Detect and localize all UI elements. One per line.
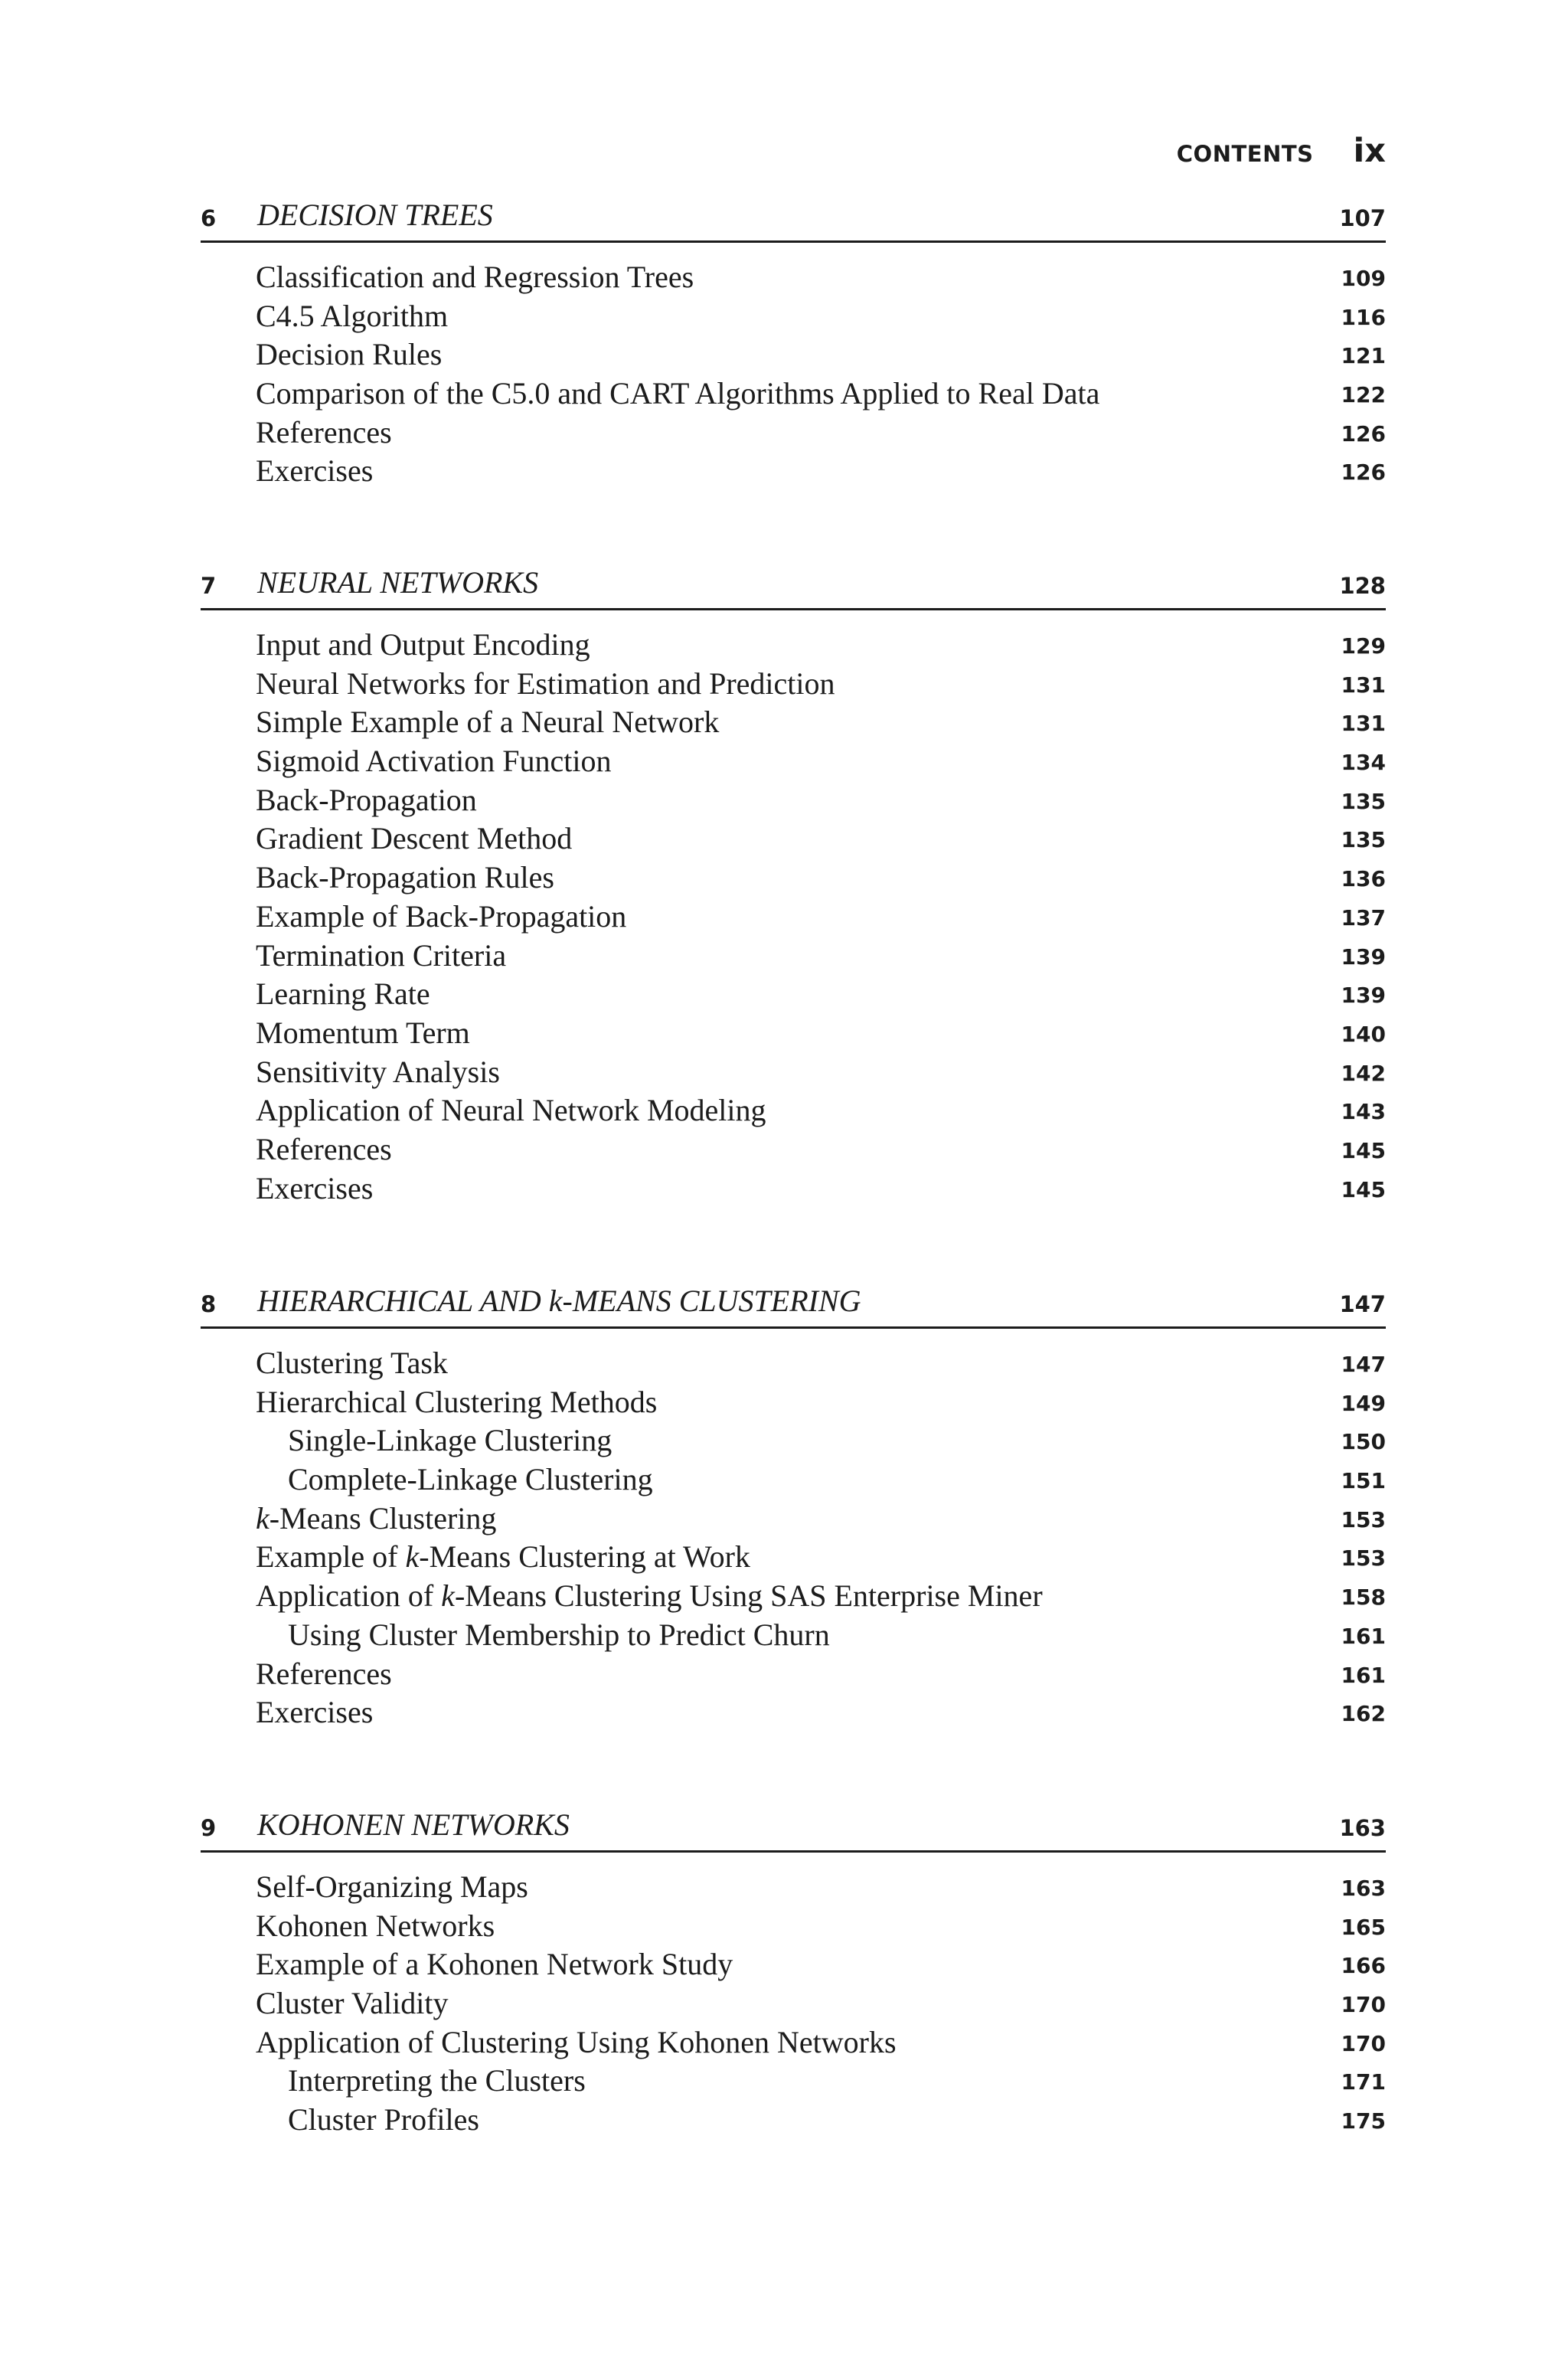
toc-entry-page: 139	[1341, 944, 1386, 970]
toc-entry	[201, 1868, 1386, 1907]
toc-entry	[201, 1091, 1386, 1130]
chapter-number: 7	[201, 573, 217, 599]
chapter-heading	[201, 191, 1386, 243]
toc-entry	[201, 1984, 1386, 2023]
toc-entry	[201, 898, 1386, 937]
toc-entry	[201, 414, 1386, 453]
toc-entry-page: 134	[1341, 750, 1386, 776]
toc-entry-title: Back-Propagation	[256, 782, 477, 817]
toc-entry-page: 131	[1341, 672, 1386, 698]
chapter-title: DECISION TREES	[257, 198, 493, 232]
chapter-page: 128	[1339, 573, 1386, 599]
toc-entry-title: C4.5 Algorithm	[256, 298, 449, 333]
toc-entry-page: 163	[1341, 1876, 1386, 1901]
toc-entry	[201, 1344, 1386, 1383]
chapter-8	[201, 1277, 1386, 1732]
toc-entry-title: Classification and Regression Trees	[256, 260, 694, 294]
toc-entry-page: 161	[1341, 1662, 1386, 1688]
toc-entry-page: 170	[1341, 1992, 1386, 2018]
toc-entry	[201, 1907, 1386, 1946]
page-number: ix	[1353, 132, 1386, 170]
toc-entry-page: 147	[1341, 1352, 1386, 1377]
toc-entry	[201, 1616, 1386, 1655]
toc-entry-page: 137	[1341, 904, 1386, 931]
chapter-heading	[201, 1277, 1386, 1329]
entry-list	[201, 1868, 1386, 2140]
chapter-title: HIERARCHICAL AND k-MEANS CLUSTERING	[257, 1284, 861, 1318]
toc-entry	[201, 1500, 1386, 1539]
toc-entry	[201, 665, 1386, 704]
toc-entry	[201, 819, 1386, 859]
toc-entry	[201, 1421, 1386, 1460]
toc-entry-title: Sigmoid Activation Function	[256, 744, 612, 779]
toc-entry	[201, 1538, 1386, 1577]
toc-entry	[201, 2023, 1386, 2062]
chapter-7	[201, 559, 1386, 1208]
entry-list	[201, 258, 1386, 491]
toc-entry	[201, 1053, 1386, 1092]
toc-entry-title: Comparison of the C5.0 and CART Algorithms Applied to Real Data	[256, 376, 1100, 411]
toc-entry-title: k-Means Clustering	[256, 1500, 497, 1536]
toc-entry-title: Application of k-Means Clustering Using SAS Enterprise Miner	[256, 1578, 1043, 1614]
toc-entry-page: 116	[1341, 304, 1386, 330]
toc-entry-title: Using Cluster Membership to Predict Churn	[288, 1617, 830, 1652]
toc-entry-title: Exercises	[256, 1695, 374, 1730]
chapter-number: 6	[201, 205, 217, 231]
toc-entry-title: Termination Criteria	[256, 937, 507, 973]
toc-entry-page: 170	[1341, 2030, 1386, 2056]
toc-entry-page: 136	[1341, 866, 1386, 892]
toc-entry-title: Application of Clustering Using Kohonen Networks	[256, 2024, 897, 2059]
toc-entry-title: Input and Output Encoding	[256, 627, 590, 662]
toc-entry-title: Decision Rules	[256, 337, 443, 372]
toc-entry-page: 175	[1341, 2108, 1386, 2134]
toc-entry	[201, 1130, 1386, 1169]
toc-entry-title: Momentum Term	[256, 1015, 470, 1050]
toc-entry	[201, 2062, 1386, 2101]
toc-entry	[201, 1693, 1386, 1732]
entry-list	[201, 626, 1386, 1208]
chapter-number: 8	[201, 1291, 217, 1317]
toc-entry	[201, 1460, 1386, 1500]
running-head	[1177, 132, 1386, 170]
toc-entry-title: Self-Organizing Maps	[256, 1869, 528, 1904]
toc-entry-page: 162	[1341, 1701, 1386, 1727]
chapter-title: KOHONEN NETWORKS	[257, 1807, 570, 1842]
toc-entry-title: Example of k-Means Clustering at Work	[256, 1539, 750, 1575]
chapter-9	[201, 1801, 1386, 2140]
toc-entry-title: Simple Example of a Neural Network	[256, 705, 720, 740]
toc-entry-title: Single-Linkage Clustering	[288, 1423, 612, 1458]
toc-entry-page: 121	[1341, 343, 1386, 369]
toc-entry	[201, 452, 1386, 491]
toc-entry-page: 145	[1341, 1176, 1386, 1202]
toc-entry	[201, 1383, 1386, 1422]
toc-entry-page: 150	[1341, 1429, 1386, 1455]
toc-entry	[201, 703, 1386, 742]
toc-entry-title: Gradient Descent Method	[256, 821, 573, 856]
running-head-label: CONTENTS	[1176, 141, 1314, 167]
toc-entry	[201, 1577, 1386, 1616]
toc-entry-title: Back-Propagation Rules	[256, 860, 554, 895]
toc-entry	[201, 1945, 1386, 1984]
toc-entry-page: 166	[1341, 1953, 1386, 1979]
toc-entry-page: 140	[1341, 1021, 1386, 1047]
chapter-6	[201, 191, 1386, 491]
toc-entry-title: Cluster Validity	[256, 1986, 449, 2021]
toc-entry	[201, 258, 1386, 297]
toc-entry-title: Sensitivity Analysis	[256, 1054, 500, 1089]
toc-entry-page: 129	[1341, 633, 1386, 659]
toc-entry	[201, 781, 1386, 820]
toc-entry-title: Cluster Profiles	[288, 2102, 479, 2137]
toc-entry	[201, 297, 1386, 336]
toc-entry-title: Interpreting the Clusters	[288, 2063, 586, 2098]
toc-entry-page: 143	[1341, 1099, 1386, 1125]
toc-entry-page: 122	[1341, 382, 1386, 408]
toc-entry-page: 109	[1341, 266, 1386, 291]
toc-entry-page: 153	[1341, 1506, 1386, 1532]
toc-entry	[201, 335, 1386, 374]
toc-entry-title: Hierarchical Clustering Methods	[256, 1384, 658, 1419]
toc-entry-title: Neural Networks for Estimation and Prediction	[256, 666, 835, 701]
entry-list	[201, 1344, 1386, 1732]
toc-entry	[201, 742, 1386, 781]
toc-entry-page: 165	[1341, 1914, 1386, 1940]
toc-entry-page: 149	[1341, 1390, 1386, 1416]
chapter-page: 147	[1339, 1291, 1386, 1317]
toc-entry-title: References	[256, 1656, 392, 1691]
toc-entry-page: 171	[1341, 2069, 1386, 2095]
toc-entry-title: Clustering Task	[256, 1346, 448, 1380]
toc-entry-page: 131	[1341, 711, 1386, 737]
toc-entry	[201, 937, 1386, 976]
toc-entry-title: Exercises	[256, 453, 374, 489]
toc-entry-title: References	[256, 1131, 392, 1166]
chapter-heading	[201, 1801, 1386, 1853]
toc-entry-title: Learning Rate	[256, 976, 430, 1012]
chapter-page: 163	[1339, 1815, 1386, 1841]
toc-entry-page: 145	[1341, 1137, 1386, 1163]
toc-entry	[201, 1655, 1386, 1694]
chapter-page: 107	[1339, 205, 1386, 231]
toc-entry	[201, 975, 1386, 1014]
toc-entry-title: Complete-Linkage Clustering	[288, 1462, 653, 1497]
toc-entry-page: 126	[1341, 460, 1386, 486]
chapter-number: 9	[201, 1815, 217, 1841]
toc-entry-title: Exercises	[256, 1170, 374, 1205]
toc-entry-title: Application of Neural Network Modeling	[256, 1093, 766, 1128]
toc-entry	[201, 859, 1386, 898]
chapter-heading	[201, 559, 1386, 610]
toc-entry-page: 126	[1341, 420, 1386, 446]
toc-entry	[201, 626, 1386, 665]
toc-entry	[201, 1169, 1386, 1209]
toc-entry-page: 158	[1341, 1585, 1386, 1611]
toc-entry	[201, 374, 1386, 414]
toc-entry-title: Example of a Kohonen Network Study	[256, 1947, 733, 1982]
toc-entry-page: 142	[1341, 1060, 1386, 1086]
toc-entry-page: 151	[1341, 1468, 1386, 1494]
toc-entry	[201, 2101, 1386, 2140]
toc-entry-page: 135	[1341, 827, 1386, 853]
toc-entry-title: References	[256, 414, 392, 450]
toc-entry-title: Example of Back-Propagation	[256, 898, 627, 934]
toc-entry-page: 135	[1341, 788, 1386, 814]
toc-entry-page: 139	[1341, 983, 1386, 1009]
toc-entry-page: 153	[1341, 1545, 1386, 1572]
toc-entry-page: 161	[1341, 1623, 1386, 1649]
toc-entry	[201, 1014, 1386, 1053]
chapter-title: NEURAL NETWORKS	[257, 565, 539, 600]
toc-entry-title: Kohonen Networks	[256, 1908, 495, 1943]
